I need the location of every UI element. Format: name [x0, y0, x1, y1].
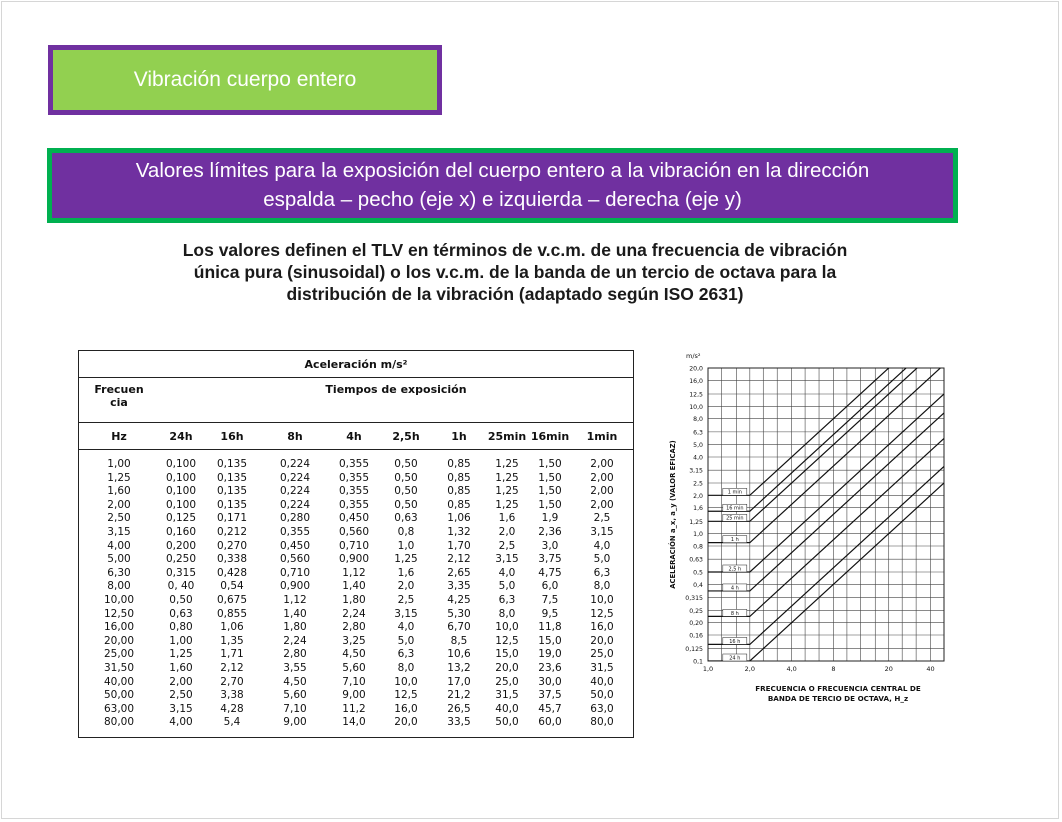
table-cell: 2,24: [283, 634, 307, 647]
y-tick-label: 0,315: [685, 595, 703, 603]
x-tick-label: 2,0: [744, 665, 755, 673]
table-cell: 1,50: [538, 498, 562, 511]
table-row: [79, 689, 633, 703]
y-tick-label: 0,20: [689, 620, 703, 628]
table-cell: 0,355: [338, 498, 370, 511]
y-axis-title: ACELERACIÓN a_x, a_y (VALOR EFICAZ): [669, 440, 677, 589]
x-tick-label: 40: [926, 665, 935, 673]
table-cell: 33,5: [447, 716, 471, 729]
table-cell: 14,0: [342, 716, 366, 729]
y-tick-label: 0,1: [693, 658, 703, 666]
table-cell: 12,5: [590, 607, 614, 620]
y-tick-label: 0,125: [685, 646, 703, 654]
y-tick-label: 0,16: [689, 632, 703, 640]
table-cell: 0,280: [279, 512, 311, 525]
column-header: 16h: [203, 423, 261, 450]
table-cell: 30,0: [538, 675, 562, 688]
table-cell: 0,85: [447, 485, 471, 498]
y-tick-label: 0,25: [689, 607, 703, 615]
table-cell: 3,15: [590, 525, 614, 538]
table-row: [79, 594, 633, 608]
table-cell: 3,15: [169, 702, 193, 715]
table-cell: 6,30: [107, 566, 131, 579]
table-cell: 1,9: [541, 512, 559, 525]
table-cell: 2,12: [447, 553, 471, 566]
table-row: [79, 621, 633, 635]
table-cell: 4,0: [397, 621, 415, 634]
table-row: [79, 648, 633, 662]
table-cell: 8,0: [397, 661, 415, 674]
table-cell: 21,2: [447, 689, 471, 702]
table-cell: 0,250: [165, 553, 197, 566]
table-cell: 3,15: [495, 553, 519, 566]
table-cell: 1,12: [342, 566, 366, 579]
table-cell: 20,0: [590, 634, 614, 647]
y-tick-label: 4,0: [693, 454, 703, 462]
table-cell: 5,0: [397, 634, 415, 647]
x-axis-title-line-1: FRECUENCIA O FRECUENCIA CENTRAL DE: [755, 684, 921, 693]
table-cell: 10,6: [447, 648, 471, 661]
table-cell: 0,355: [338, 458, 370, 470]
table-cell: 1,6: [397, 566, 415, 579]
table-cell: 0,50: [169, 593, 193, 606]
table-cell: 26,5: [447, 702, 471, 715]
table-cell: 16,0: [590, 621, 614, 634]
table-row: [79, 485, 633, 499]
table-cell: 40,0: [495, 702, 519, 715]
table-cell: 1,70: [447, 539, 471, 552]
table-cell: 5,30: [447, 607, 471, 620]
column-header: 2,5h: [379, 423, 433, 450]
table-cell: 0,270: [216, 539, 248, 552]
table-cell: 4,0: [593, 539, 611, 552]
table-cell: 1,50: [538, 458, 562, 470]
table-cell: 40,00: [103, 675, 135, 688]
table-cell: 17,0: [447, 675, 471, 688]
table-cell: 0,224: [279, 498, 311, 511]
column-header: 1min: [571, 423, 633, 450]
table-cell: 1,50: [538, 471, 562, 484]
y-tick-label: 5,0: [693, 442, 703, 450]
figure-caption: [150, 239, 880, 305]
table-cell: 1,32: [447, 525, 471, 538]
table-row: [79, 676, 633, 690]
column-header: 8h: [261, 423, 329, 450]
curve-label: 16 min: [726, 505, 744, 512]
table-cell: 5,0: [498, 580, 516, 593]
table-cell: 0,428: [216, 566, 248, 579]
table-cell: 12,5: [394, 689, 418, 702]
table-cell: 8,0: [498, 607, 516, 620]
table-cell: 2,5: [593, 512, 611, 525]
curve-label: 8 h: [730, 610, 739, 617]
x-axis-title-line-2: BANDA DE TERCIO DE OCTAVA, H_z: [767, 694, 909, 703]
table-cell: 6,3: [593, 566, 611, 579]
table-cell: 0,50: [394, 485, 418, 498]
table-cell: 1,0: [397, 539, 415, 552]
table-title: Aceleración m/s²: [79, 351, 633, 378]
y-tick-label: 20,0: [689, 365, 703, 373]
table-cell: 7,10: [342, 675, 366, 688]
table-cell: 12,5: [495, 634, 519, 647]
table-cell: 19,0: [538, 648, 562, 661]
table-cell: 0,224: [279, 471, 311, 484]
table-cell: 7,5: [541, 593, 559, 606]
table-cell: 2,5: [397, 593, 415, 606]
table-cell: 25,00: [103, 648, 135, 661]
table-cell: 1,06: [447, 512, 471, 525]
table-cell: 2,00: [169, 675, 193, 688]
curve-label: 25 min: [726, 515, 744, 522]
subtitle-line-1: Valores límites para la exposición del cuerpo entero a la vibración en la dirección: [135, 159, 870, 182]
table-cell: 9,5: [541, 607, 559, 620]
caption-line-2: única pura (sinusoidal) o los v.c.m. de la banda de un tercio de octava para la: [193, 262, 837, 282]
table-cell: 5,4: [223, 716, 241, 729]
table-cell: 4,28: [220, 702, 244, 715]
column-header: 16min: [529, 423, 571, 450]
y-tick-label: 0,8: [693, 543, 703, 551]
table-cell: 0,450: [279, 539, 311, 552]
table-cell: 9,00: [283, 716, 307, 729]
column-header: 4h: [329, 423, 379, 450]
slide-subtitle: [47, 148, 958, 223]
table-cell: 5,60: [342, 661, 366, 674]
table-cell: 0,63: [394, 512, 418, 525]
table-cell: 2,0: [397, 580, 415, 593]
table-cell: 0,135: [216, 498, 248, 511]
table-cell: 37,5: [538, 689, 562, 702]
table-cell: 2,50: [169, 689, 193, 702]
table-cell: 40,0: [590, 675, 614, 688]
table-cell: 0,212: [216, 525, 248, 538]
table-cell: 10,00: [103, 593, 135, 606]
column-header: 25min: [485, 423, 529, 450]
table-cell: 60,0: [538, 716, 562, 729]
table-cell: 0,125: [165, 512, 197, 525]
y-tick-label: 0,4: [693, 581, 703, 589]
column-header: 1h: [433, 423, 485, 450]
table-cell: 0,63: [169, 607, 193, 620]
y-tick-label: 6,3: [693, 429, 703, 437]
tlv-table: [78, 350, 634, 738]
y-tick-label: 2,0: [693, 492, 703, 500]
subtitle-line-2: espalda – pecho (eje x) e izquierda – derecha (eje y): [263, 188, 742, 211]
table-cell: 0,85: [447, 471, 471, 484]
table-cell: 2,5: [498, 539, 516, 552]
table-row: [79, 499, 633, 513]
table-cell: 50,00: [103, 689, 135, 702]
table-cell: 63,0: [590, 702, 614, 715]
x-tick-label: 4,0: [786, 665, 797, 673]
table-cell: 4,50: [342, 648, 366, 661]
table-cell: 2,80: [283, 648, 307, 661]
table-cell: 12,50: [103, 607, 135, 620]
column-header: 24h: [159, 423, 203, 450]
table-cell: 3,75: [538, 553, 562, 566]
table-cell: 0,450: [338, 512, 370, 525]
table-cell: 0,200: [165, 539, 197, 552]
table-cell: 0,80: [169, 621, 193, 634]
table-cell: 0,135: [216, 471, 248, 484]
table-cell: 1,00: [107, 458, 131, 470]
table-cell: 7,10: [283, 702, 307, 715]
y-tick-label: 2,5: [693, 480, 703, 488]
table-cell: 3,55: [283, 661, 307, 674]
table-cell: 5,60: [283, 689, 307, 702]
table-cell: 1,60: [107, 485, 131, 498]
caption-line-1: Los valores definen el TLV en términos de v.c.m. de una frecuencia de vibración: [182, 240, 848, 260]
table-cell: 50,0: [590, 689, 614, 702]
table-cell: 1,25: [107, 471, 131, 484]
curve-label: 1 min: [727, 489, 742, 496]
table-cell: 0,710: [338, 539, 370, 552]
tlv-chart: [662, 343, 952, 723]
table-cell: 9,00: [342, 689, 366, 702]
table-row: [79, 662, 633, 676]
table-cell: 4,75: [538, 566, 562, 579]
table-cell: 1,40: [283, 607, 307, 620]
table-cell: 1,71: [220, 648, 244, 661]
table-cell: 80,00: [103, 716, 135, 729]
table-cell: 10,0: [495, 621, 519, 634]
y-unit-label: m/s²: [686, 352, 701, 360]
table-cell: 1,00: [169, 634, 193, 647]
table-cell: 0,560: [279, 553, 311, 566]
table-cell: 3,15: [107, 525, 131, 538]
table-cell: 16,0: [394, 702, 418, 715]
tlv-chart-svg: [662, 343, 952, 723]
table-row: [79, 580, 633, 594]
table-cell: 5,0: [593, 553, 611, 566]
table-cell: 0,160: [165, 525, 197, 538]
table-cell: 0,54: [220, 580, 244, 593]
table-cell: 16,00: [103, 621, 135, 634]
table-cell: 25,0: [590, 648, 614, 661]
table-cell: 2,00: [107, 498, 131, 511]
table-cell: 1,12: [283, 593, 307, 606]
frequency-header-line-1: Frecuen: [94, 383, 144, 396]
table-cell: 1,25: [495, 485, 519, 498]
y-tick-label: 1,25: [689, 518, 703, 526]
table-cell: 0,50: [394, 471, 418, 484]
table-cell: 2,70: [220, 675, 244, 688]
table-cell: 0,355: [338, 471, 370, 484]
table-cell: 1,25: [495, 471, 519, 484]
table-cell: 0,100: [165, 498, 197, 511]
table-row: [79, 608, 633, 622]
table-cell: 11,2: [342, 702, 366, 715]
y-tick-label: 1,0: [693, 531, 703, 539]
table-row: [79, 472, 633, 486]
table-cell: 6,0: [541, 580, 559, 593]
x-tick-label: 1,0: [702, 665, 714, 673]
table-cell: 0,560: [338, 525, 370, 538]
table-cell: 23,6: [538, 661, 562, 674]
table-cell: 15,0: [538, 634, 562, 647]
table-cell: 20,0: [394, 716, 418, 729]
table-cell: 0, 40: [167, 580, 195, 593]
table-cell: 4,50: [283, 675, 307, 688]
table-cell: 0,900: [338, 553, 370, 566]
table-cell: 3,0: [541, 539, 559, 552]
table-cell: 0,100: [165, 458, 197, 470]
table-cell: 20,00: [103, 634, 135, 647]
table-row: [79, 703, 633, 717]
x-tick-label: 8: [831, 665, 836, 673]
table-cell: 2,24: [342, 607, 366, 620]
table-cell: 0,8: [397, 525, 415, 538]
y-tick-label: 10,0: [689, 403, 703, 411]
y-tick-label: 0,5: [693, 569, 703, 577]
slide-title: [48, 45, 442, 115]
table-cell: 11,8: [538, 621, 562, 634]
table-cell: 2,36: [538, 525, 562, 538]
y-tick-label: 12,5: [689, 391, 703, 399]
table-cell: 1,25: [495, 458, 519, 470]
table-cell: 2,00: [590, 498, 614, 511]
table-cell: 0,710: [279, 566, 311, 579]
table-row: [79, 716, 633, 730]
table-cell: 1,60: [169, 661, 193, 674]
curve-label: 24 h: [729, 655, 741, 662]
column-header-row: [79, 423, 633, 450]
curve-label: 2,5 h: [728, 566, 742, 573]
table-cell: 45,7: [538, 702, 562, 715]
table-row: [79, 567, 633, 581]
table-cell: 0,355: [338, 485, 370, 498]
table-cell: 8,5: [450, 634, 468, 647]
table-cell: 2,12: [220, 661, 244, 674]
curve-label: 1 h: [730, 537, 739, 544]
table-cell: 2,00: [590, 458, 614, 470]
table-cell: 10,0: [394, 675, 418, 688]
table-cell: 0,85: [447, 458, 471, 470]
table-cell: 0,135: [216, 458, 248, 470]
frequency-header-line-2: cia: [110, 396, 128, 409]
table-row: [79, 512, 633, 526]
table-cell: 1,40: [342, 580, 366, 593]
table-cell: 10,0: [590, 593, 614, 606]
table-cell: 0,315: [165, 566, 197, 579]
table-cell: 0,100: [165, 471, 197, 484]
table-cell: 31,5: [590, 661, 614, 674]
table-cell: 1,6: [498, 512, 516, 525]
table-cell: 0,224: [279, 485, 311, 498]
table-cell: 2,80: [342, 621, 366, 634]
table-cell: 6,3: [397, 648, 415, 661]
table-cell: 2,65: [447, 566, 471, 579]
table-cell: 5,00: [107, 553, 131, 566]
table-cell: 3,15: [394, 607, 418, 620]
table-row: [79, 526, 633, 540]
column-header: Hz: [79, 423, 159, 450]
table-cell: 0,85: [447, 498, 471, 511]
table-cell: 0,135: [216, 485, 248, 498]
table-row: [79, 450, 633, 472]
table-body: [79, 450, 633, 730]
curve-label: 16 h: [729, 638, 741, 645]
table-cell: 1,80: [283, 621, 307, 634]
table-cell: 0,355: [279, 525, 311, 538]
caption-line-3: distribución de la vibración (adaptado según ISO 2631): [286, 284, 744, 304]
table-cell: 4,25: [447, 593, 471, 606]
table-cell: 0,224: [279, 458, 311, 470]
frequency-header: [79, 378, 159, 423]
table-cell: 4,00: [107, 539, 131, 552]
table-cell: 0,900: [279, 580, 311, 593]
table-cell: 1,06: [220, 621, 244, 634]
table-cell: 1,25: [495, 498, 519, 511]
table-cell: 31,50: [103, 661, 135, 674]
y-tick-label: 16,0: [689, 377, 703, 385]
table-cell: 1,80: [342, 593, 366, 606]
table-row: [79, 553, 633, 567]
table-cell: 13,2: [447, 661, 471, 674]
table-row: [79, 635, 633, 649]
table-cell: 2,50: [107, 512, 131, 525]
slide-title-text: Vibración cuerpo entero: [133, 68, 357, 91]
table-cell: 4,00: [169, 716, 193, 729]
table-cell: 20,0: [495, 661, 519, 674]
table-cell: 80,0: [590, 716, 614, 729]
table-cell: 63,00: [103, 702, 135, 715]
table-cell: 3,38: [220, 689, 244, 702]
table-cell: 15,0: [495, 648, 519, 661]
y-tick-label: 3,15: [689, 467, 703, 475]
y-tick-label: 0,63: [689, 556, 703, 564]
table-cell: 0,855: [216, 607, 248, 620]
table-cell: 50,0: [495, 716, 519, 729]
table-cell: 3,25: [342, 634, 366, 647]
table-cell: 0,50: [394, 498, 418, 511]
table-cell: 6,3: [498, 593, 516, 606]
table-cell: 2,0: [498, 525, 516, 538]
table-cell: 1,25: [394, 553, 418, 566]
table-cell: 1,50: [538, 485, 562, 498]
table-cell: 0,338: [216, 553, 248, 566]
table-row: [79, 540, 633, 554]
y-tick-label: 1,6: [693, 505, 703, 513]
table-cell: 8,0: [593, 580, 611, 593]
table-cell: 2,00: [590, 485, 614, 498]
table-cell: 1,35: [220, 634, 244, 647]
table-cell: 1,25: [169, 648, 193, 661]
table-cell: 0,100: [165, 485, 197, 498]
x-tick-label: 20: [884, 665, 893, 673]
table-cell: 31,5: [495, 689, 519, 702]
table-cell: 6,70: [447, 621, 471, 634]
table-cell: 0,675: [216, 593, 248, 606]
y-tick-label: 8,0: [693, 416, 703, 424]
table-cell: 8,00: [107, 580, 131, 593]
table-cell: 2,00: [590, 471, 614, 484]
table-cell: 4,0: [498, 566, 516, 579]
table-cell: 3,35: [447, 580, 471, 593]
table-cell: 0,171: [216, 512, 248, 525]
table-cell: 25,0: [495, 675, 519, 688]
table-cell: 0,50: [394, 458, 418, 470]
curve-label: 4 h: [730, 585, 739, 592]
exposure-times-header: Tiempos de exposición: [159, 378, 633, 423]
